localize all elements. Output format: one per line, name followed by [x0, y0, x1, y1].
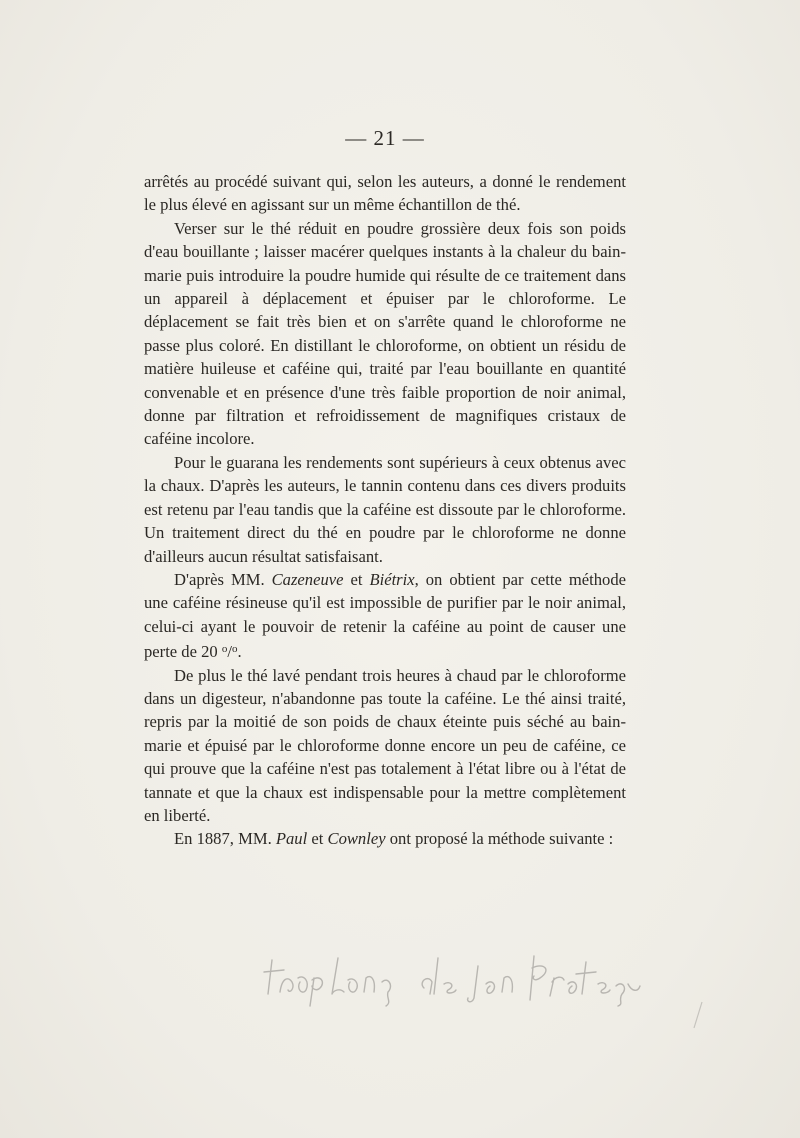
text-run: /	[227, 642, 232, 662]
text-run: et	[307, 829, 328, 849]
italic-name: Paul	[275, 829, 308, 849]
text-run: ont proposé la méthode suivante :	[385, 829, 614, 849]
paragraph-1	[144, 170, 626, 217]
superscript: o	[221, 643, 228, 656]
italic-name: Biétrix	[369, 569, 415, 589]
paragraph-2	[144, 217, 626, 451]
text-run: En 1887, MM.	[174, 829, 276, 849]
body-text	[144, 170, 626, 851]
handwritten-annotation	[262, 948, 642, 1008]
text-run: .	[237, 642, 242, 662]
paragraph-4	[144, 568, 626, 664]
text-run: arrêtés au procédé suivant qui, selon les auteurs, a donné le rendement le plus élevé en agissant sur un même échantillon de thé.	[144, 172, 626, 215]
margin-mark	[688, 1000, 708, 1030]
page-number: — 21 —	[345, 126, 425, 150]
italic-name: Cazeneuve	[271, 569, 344, 589]
text-run: Verser sur le thé réduit en poudre grossière deux fois son poids d'eau bouillante ; laisser macérer quelques instants à la chaleur du bain-marie puis introduire la poudre humide qui résulte de ce traitement dans un appareil à déplacement et épuiser par le chloroforme. Le déplacement se fait très bien et on s'arrête quand le chloroforme ne passe plus coloré. En distillant le chloroforme, on obtient un résidu de matière huileuse et caféine qui, traité par l'eau bouillante en quantité convenable et en présence d'une très faible proportion de noir animal, donne par filtration et refroidissement de magnifiques cristaux de caféine incolore.	[144, 218, 626, 449]
text-run: , on obtient par cette méthode une caféine résineuse qu'il est impossible de purifier par le noir animal, celui-ci ayant le pouvoir de retenir la caféine au point de causer une perte de 20	[144, 569, 626, 662]
paragraph-5	[144, 664, 626, 828]
text-run: Pour le guarana les rendements sont supérieurs à ceux obtenus avec la chaux. D'après les auteurs, le tannin contenu dans ces divers produits est retenu par l'eau tandis que la caféine est dissoute par le chloroforme. Un traitement direct du thé en poudre par le chloroforme ne donne d'ailleurs aucun résultat satisfaisant.	[144, 452, 626, 566]
paragraph-6	[144, 827, 626, 850]
superscript: o	[232, 643, 238, 656]
text-run: et	[343, 569, 370, 589]
text-run: D'après MM.	[174, 569, 272, 589]
paragraph-3	[144, 451, 626, 568]
text-run: De plus le thé lavé pendant trois heures à chaud par le chloroforme dans un digesteur, n'abandonne pas toute la caféine. Le thé ainsi traité, repris par la moitié de son poids de chaux éteinte puis séché au bain-marie et épuisé par le chloroforme donne encore un peu de caféine, ce qui prouve que la caféine n'est pas totalement à l'état libre ou à l'état de tannate et que la chaux est indispensable pour la mettre complètement en liberté.	[144, 665, 626, 825]
italic-name: Cownley	[327, 829, 386, 849]
